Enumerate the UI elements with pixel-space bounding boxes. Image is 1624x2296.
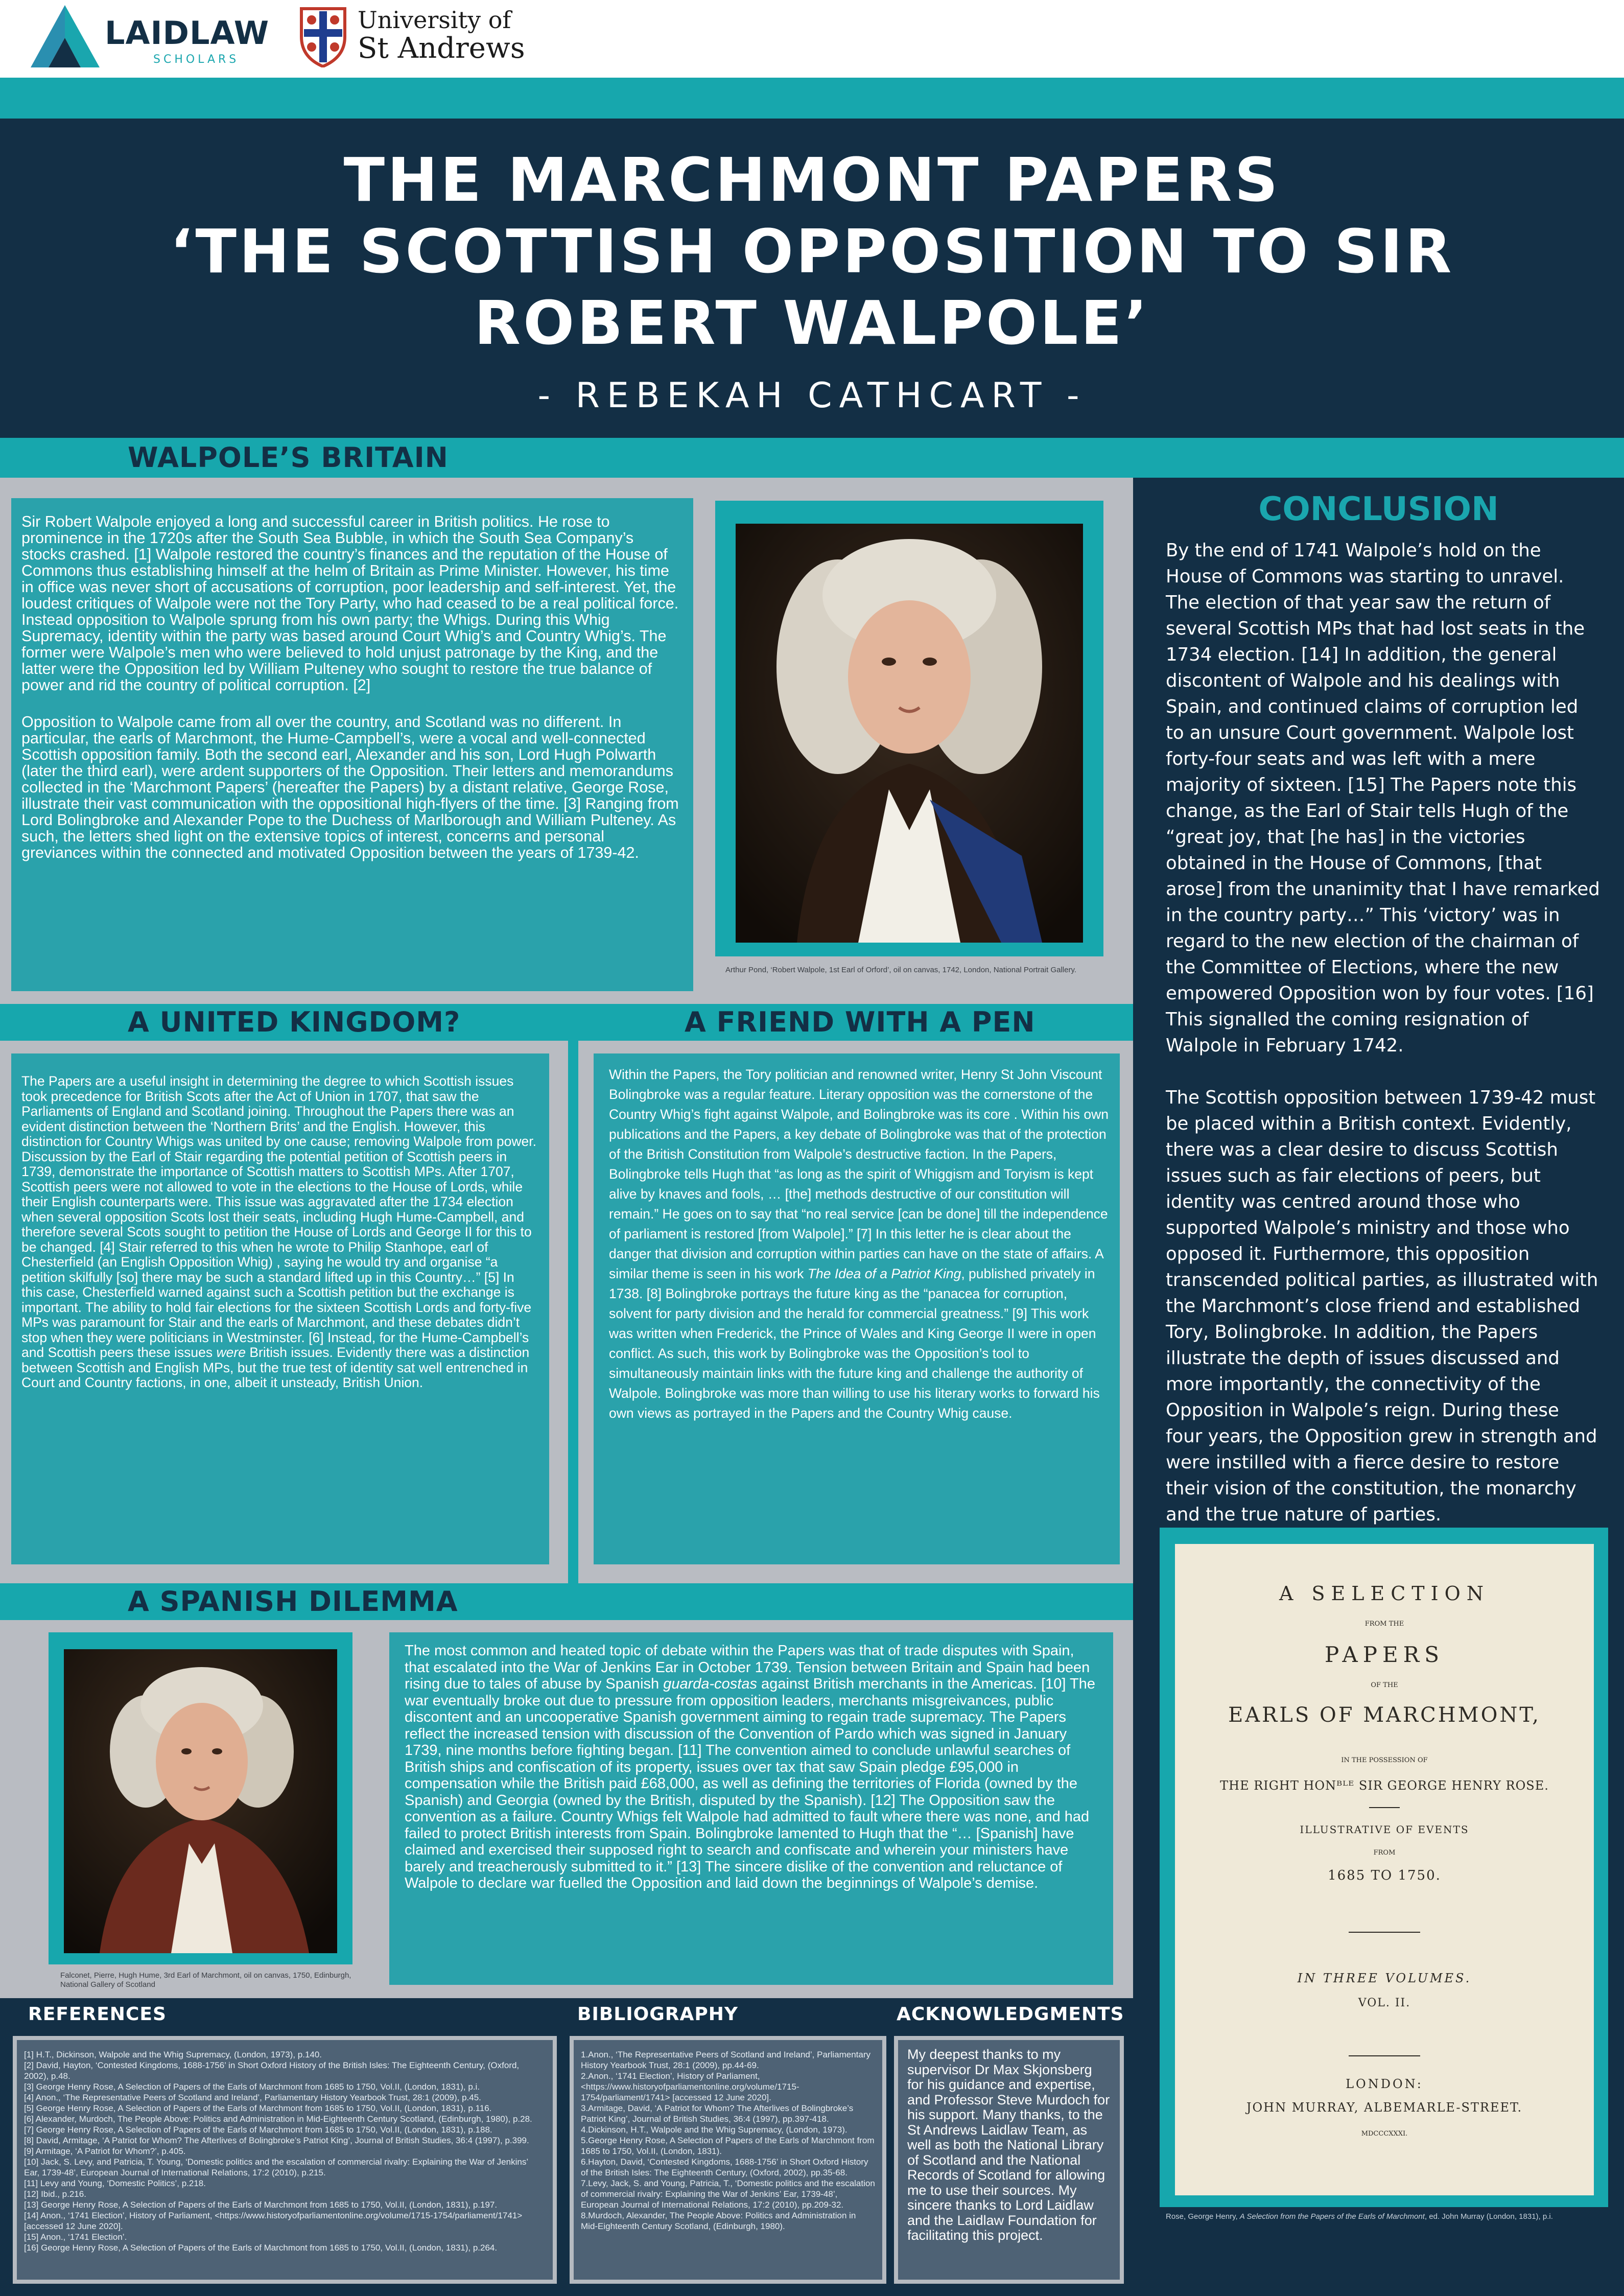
book-caption-title: A Selection from the Papers of the Earls of Marchmont <box>1239 2212 1425 2221</box>
title-line-1: THE MARCHMONT PAPERS <box>343 145 1281 215</box>
references-box <box>13 2036 557 2284</box>
laidlaw-logo-icon <box>31 5 100 67</box>
book-line-10: 1685 TO 1750. <box>1328 1868 1441 1883</box>
book-caption <box>1166 2212 1615 2221</box>
references-item: [3] George Henry Rose, A Selection of Papers of the Earls of Marchmont from 1685 to 1750, Vol.II, (London, 1831), p.i. <box>24 2082 480 2092</box>
references-item: [4] Anon., ‘The Representative Peers of Scotland and Ireland’, Parliamentary History Yearbook Trust, 28:1 (2009), p.45. <box>24 2093 481 2102</box>
book-line-11: IN THREE VOLUMES. <box>1297 1971 1472 1985</box>
book-line-9: FROM <box>1373 1849 1396 1857</box>
bibliography-item: 1.Anon., ‘The Representative Peers of Scotland and Ireland’, Parliamentary History Yearbook Trust, 28:1 (2009), pp.44-69. <box>581 2050 870 2070</box>
title-line-2: ‘THE SCOTTISH OPPOSITION TO SIR <box>170 216 1454 287</box>
book-rule-1 <box>1369 1807 1400 1808</box>
book-caption-part-b: , ed. John Murray (London, 1831), p.i. <box>1424 2212 1553 2221</box>
acknowledgments-body <box>898 2040 1120 2280</box>
references-items <box>24 2049 546 2253</box>
references-item: [15] Anon., ‘1741 Election’. <box>24 2232 127 2242</box>
walpoles-britain-heading: WALPOLE’S BRITAIN <box>128 441 449 474</box>
references-item: [16] George Henry Rose, A Selection of Papers of the Earls of Marchmont from 1685 to 1750, Vol.II, (London, 1831), p.264. <box>24 2243 498 2253</box>
references-item: [14] Anon., ‘1741 Election’, History of Parliament, <https://www.historyofparliamentonline.org/volume/1715-1754/parliament/1741> [accessed 12 June 2020]. <box>24 2211 523 2231</box>
book-rule-3 <box>1349 2055 1420 2056</box>
walpole-portrait-image <box>736 524 1083 943</box>
title-top-band <box>0 78 1624 119</box>
title-line-3: ROBERT WALPOLE’ <box>474 288 1150 358</box>
references-list <box>17 2040 553 2280</box>
acknowledgments-text: My deepest thanks to my supervisor Dr Max Skjonsberg for his guidance and expertise, and Professor Steve Murdoch for his support. Many thanks, to the St Andrews Laidlaw Team, as well as both the National Library of Scotland and the National Records of Scotland for allowing me to use their sources. My sincere thanks to Lord Laidlaw and the Laidlaw Foundation for facilitating this project. <box>907 2047 1110 2243</box>
st-andrews-crest-icon <box>299 6 347 67</box>
marchmont-portrait-image <box>64 1649 337 1953</box>
bibliography-list <box>574 2040 882 2280</box>
spanish-dilemma-text-a: The most common and heated topic of debate within the Papers was that of trade disputes with Spain, that escalated into the War of Jenkins Ear in October 1739. Tension between Britain and Spain had been rising due to tales of abuse by Spanish <box>405 1643 1090 1692</box>
book-line-1: A SELECTION <box>1279 1582 1490 1605</box>
references-item: [7] George Henry Rose, A Selection of Papers of the Earls of Marchmont from 1685 to 1750, Vol.II, (London, 1831), p.188. <box>24 2125 492 2135</box>
friend-with-pen-text <box>609 1065 1109 1423</box>
references-item: [12] Ibid., p.216. <box>24 2189 86 2199</box>
conclusion-text <box>1166 537 1601 1528</box>
united-kingdom-text <box>21 1074 538 1391</box>
book-line-14: JOHN MURRAY, ALBEMARLE-STREET. <box>1246 2100 1523 2115</box>
walpoles-britain-p2: Opposition to Walpole came from all over the country, and Scotland was no different. In particular, the earls of Marchmont, the Hume-Campbell’s, were a vocal and well-connected Scottish opposition family. Both the second earl, Alexander and his son, Lord Hugh Polwarth (later the third earl), were ardent supporters of the Opposition. Their letters and memorandums collected in the ‘Marchmont Papers’ (hereafter the Papers) by a distant relative, George Rose, illustrate their vast communication with the oppositional high-flyers of the time. [3] Ranging from Lord Bolingbroke and Alexander Pope to the Duchess of Marlborough and William Pulteney. As such, the letters shed light on the extensive topics of interest, concerns and personal greviances within the connected and motivated Opposition between the years of 1739-42. <box>21 713 679 861</box>
references-item: [5] George Henry Rose, A Selection of Papers of the Earls of Marchmont from 1685 to 1750, Vol.II, (London, 1831), p.116. <box>24 2103 492 2113</box>
book-line-8: ILLUSTRATIVE OF EVENTS <box>1300 1823 1469 1836</box>
book-line-7: THE RIGHT HONᴮᴸᴱ SIR GEORGE HENRY ROSE. <box>1220 1778 1549 1793</box>
walpoles-britain-text-card <box>11 498 693 991</box>
marchmont-portrait-caption <box>60 1971 367 1989</box>
acknowledgments-heading: ACKNOWLEDGMENTS <box>897 2004 1124 2025</box>
acknowledgments-box <box>894 2036 1124 2284</box>
bibliography-box <box>570 2036 886 2284</box>
references-item: [1] H.T., Dickinson, Walpole and the Whig Supremacy, (London, 1973), p.140. <box>24 2050 322 2059</box>
marchmont-caption-line-1: Falconet, Pierre, Hugh Hume, 3rd Earl of Marchmont, oil on canvas, 1750, Edinburgh, <box>60 1971 351 1980</box>
laidlaw-sub: SCHOLARS <box>153 53 240 66</box>
references-item: [9] Armitage, ‘A Patriot for Whom?’, p.405. <box>24 2146 186 2156</box>
friend-with-pen-text-em: The Idea of a Patriot King <box>807 1266 961 1281</box>
university-line2: St Andrews <box>358 32 525 65</box>
book-line-13: LONDON: <box>1346 2077 1423 2091</box>
united-kingdom-text-a: The Papers are a useful insight in determining the degree to which Scottish issues took precedence for British Scots after the Act of Union in 1707, that saw the Parliaments of England and Scotland joining. Throughout the Papers there was an evident distinction between the ‘Northern Brits’ and the English. However, this distinction for Country Whigs was united by one cause; removing Walpole from power. Discussion by the Earl of Stair regarding the potential petition of Scottish peers in 1739, demonstrate the importance of Scottish matters to Scottish MPs. After 1707, Scottish peers were not allowed to vote in the elections to the House of Lords, while their English counterparts were. This issue was aggravated after the 1734 election when several opposition Scots lost their seats, including Hugh Hume-Campbell, and therefore several Scots sought to petition the House of Lords and George II for this to be changed. [4] Stair referred to this when he wrote to Philip Stanhope, earl of Chesterfield (an English Opposition Whig) , saying he would try and organise “a petition skilfully [so] there may be such a standard lifted up in this Country…” [5] In this case, Chesterfield warned against such a Scottish petition but the exchange is important. The ability to hold fair elections for the sixteen Scottish Lords and forty-five MPs was paramount for Stair and the earls of Marchmont, and these debates didn’t stop when they were politicians in Westminster. [6] Instead, for the Hume-Campbell’s and Scottish peers these issues <box>21 1073 536 1360</box>
bibliography-item: 3.Armitage, David, ‘A Patriot for Whom? The Afterlives of Bolingbroke’s Patriot King’, Journal of British Studies, 36:4 (1997), pp.397-418. <box>581 2103 854 2124</box>
references-heading: REFERENCES <box>28 2004 167 2025</box>
friend-with-pen-text-a: Within the Papers, the Tory politician and renowned writer, Henry St John Viscount Bolingbroke was a regular feature. Literary opposition was the cornerstone of the Country Whig’s fight against Walpole, and Bolingbroke was its core . Within his own publications and the Papers, a key debate of Bolingbroke was that of the protection of the British Constitution from Walpole’s destructive faction. In the Papers, Bolingbroke tells Hugh that “as long as the spirit of Whiggism and Toryism is kept alive by knaves and fools, … [the] methods destructive of our constitution will remain.” He goes on to say that “no real service [can be done] till the independence of parliament is restored [from Walpole].” [7] In this letter he is clear about the danger that division and corruption within parties can have on the state of affairs. A similar theme is seen in his work <box>609 1067 1109 1281</box>
book-line-3: PAPERS <box>1324 1642 1445 1667</box>
bibliography-item: 8.Murdoch, Alexander, The People Above: Politics and Administration in Mid-Eighteenth Century Scotland, (Edinburgh, 1980). <box>581 2211 856 2231</box>
spanish-dilemma-text-b: against British merchants in the Americas. [10] The war eventually broke out due to pressure from opposition leaders, merchants misgreivances, public discontent and an uncooperative Spanish government aiming to regain trade supremacy. The Papers reflect the increased tension with discussion of the Convention of Pardo which was signed in January 1739, nine months before fighting began. [11] The convention aimed to conclude unlawful searches of British ships and confiscation of its property, issues over tax that saw Spain pledge £95,000 in compensation while the British paid £68,000, as well as defining the territories of Florida (owned by the Spanish) and Georgia (owned by the British, disputed by the Spanish). [12] The Opposition saw the convention as a failure. Country Whigs felt Walpole had admitted to fault where there was none, and had failed to protect British interests from Spain. Bolingbroke lamented to Hugh that the “… [Spanish] have claimed and exercised their supposed right to search and confiscate and wherein your ministers have barely and treacherously submitted to it.” [13] The sincere dislike of the convention and reluctance of Walpole to declare war fuelled the Opposition and laid down the beginnings of Walpole’s demise. <box>405 1676 1095 1891</box>
conclusion-heading: CONCLUSION <box>1258 490 1499 528</box>
university-line1: University of <box>358 6 511 34</box>
book-line-6: IN THE POSSESSION OF <box>1341 1756 1428 1764</box>
book-caption-part-a: Rose, George Henry, <box>1166 2212 1240 2221</box>
laidlaw-name: LAIDLAW <box>105 14 270 52</box>
friend-with-pen-card <box>594 1053 1120 1564</box>
bibliography-item: 5.George Henry Rose, A Selection of Papers of the Earls of Marchmont from 1685 to 1750, Vol.II, (London, 1831). <box>581 2136 875 2156</box>
book-line-15: MDCCCXXXI. <box>1361 2130 1408 2138</box>
spanish-dilemma-text <box>405 1643 1100 1892</box>
conclusion-p2: The Scottish opposition between 1739-42 must be placed within a British context. Evidently, there was a clear desire to discuss Scottish issues such as fair elections of peers, but identity was centred around those who supported Walpole’s ministry and those who opposed it. Furthermore, this opposition transcended political parties, as illustrated with the Marchmont’s close friend and established Tory, Bolingbroke. In addition, the Papers illustrate the depth of issues discussed and more importantly, the connectivity of the Opposition in Walpole’s reign. During these four years, the Opposition grew in strength and were instilled with a fierce desire to restore their vision of the constitution, the monarchy and the true nature of parties. <box>1166 1087 1598 1525</box>
bibliography-item: 6.Hayton, David, ‘Contested Kingdoms, 1688-1756’ in Short Oxford History of the British Isles: The Eighteenth Century, (Oxford, 2002), pp.35-68. <box>581 2157 868 2177</box>
references-item: [13] George Henry Rose, A Selection of Papers of the Earls of Marchmont from 1685 to 1750, Vol.II, (London, 1831), p.197. <box>24 2200 498 2210</box>
references-item: [10] Jack, S. Levy, and Patricia, T. Young, ‘Domestic politics and the escalation of commercial rivalry: Explaining the War of Jenkins’ Ear, 1739-48’, European Journal of International Relations, 17:2 (2010), p.215. <box>24 2157 528 2177</box>
spanish-dilemma-card <box>389 1632 1113 1985</box>
united-kingdom-card <box>11 1053 549 1564</box>
logo-strip <box>0 0 1624 78</box>
united-kingdom-heading: A UNITED KINGDOM? <box>128 1006 461 1038</box>
book-line-2: FROM THE <box>1364 1620 1404 1628</box>
walpoles-britain-p1: Sir Robert Walpole enjoyed a long and successful career in British politics. He rose to prominence in the 1720s after the South Sea Bubble, in which the South Sea Company’s stocks crashed. [1] Walpole restored the country’s finances and the reputation of the House of Commons thus establishing himself at the helm of Britain as Prime Minister. However, his time in office was never short of accusations of corruption, poor leadership and self-interest. Yet, the loudest critiques of Walpole were not the Tory Party, who had ceased to be a real political force. Instead opposition to Walpole sprung from his own party; the Whigs. During this Whig Supremacy, identity within the party was based around Court Whig’s and Country Whig’s. The former were Walpole’s men who were believed to hold unjust patronage by the King, and the latter were the Opposition led by William Pulteney who sought to restore the true balance of power and rid the country of political corruption. [2] <box>21 513 679 694</box>
bibliography-heading: BIBLIOGRAPHY <box>577 2004 738 2025</box>
book-line-5: EARLS OF MARCHMONT, <box>1228 1703 1541 1727</box>
friend-with-pen-text-b: , published privately in 1738. [8] Bolingbroke portrays the future king as the “panacea for corruption, solvent for party division and the herald for commercial greatness.” [9] This work was written when Frederick, the Prince of Wales and King George II were in open conflict. As such, this work by Bolingbroke was the Opposition’s tool to simultaneously maintain links with the future king and challenge the authority of Walpole. Bolingbroke was more than willing to use his literary works to forward his own views as portrayed in the Papers and the Country Whig cause. <box>609 1266 1100 1421</box>
walpole-portrait-caption: Arthur Pond, ‘Robert Walpole, 1st Earl of Orford’, oil on canvas, 1742, London, National Portrait Gallery. <box>725 966 1077 974</box>
united-kingdom-text-em: were <box>216 1345 246 1360</box>
references-item: [2] David, Hayton, ‘Contested Kingdoms, 1688-1756’ in Short Oxford History of the British Isles: The Eighteenth Century, (Oxford, 2002), p.48. <box>24 2060 520 2081</box>
marchmont-caption-line-2: National Gallery of Scotland <box>60 1980 155 1989</box>
united-kingdom-text-b: British issues. Evidently there was a distinction between Scottish and English MPs, but the true test of identity sat well entrenched in Court and Country factions, in one, albeit it unsteady, British Union. <box>21 1345 530 1390</box>
spanish-dilemma-text-em: guarda-costas <box>663 1676 757 1692</box>
bibliography-item: 2.Anon., ‘1741 Election’, History of Parliament, <https://www.historyofparliamentonline.org/volume/1715-1754/parliament/1741> [accessed 12 June 2020]. <box>581 2071 799 2102</box>
uk-friend-divider <box>568 1041 578 1583</box>
bibliography-item: 7.Levy, Jack, S. and Young, Patricia, T., ‘Domestic politics and the escalation of commercial rivalry: Explaining the War of Jenkins’ Ear, 1739-48’, European Journal of International Relations, 17:2 (2010), pp.209-32. <box>581 2178 875 2210</box>
book-rule-2 <box>1349 1932 1420 1933</box>
bibliography-items <box>581 2049 875 2232</box>
conclusion-p1: By the end of 1741 Walpole’s hold on the House of Commons was starting to unravel. The election of that year saw the return of several Scottish MPs that had lost seats in the 1734 election. [14] In addition, the general discontent of Walpole and his dealings with Spain, and continued claims of corruption led to an unsure Court government. Walpole lost forty-four seats and was left with a mere majority of sixteen. [15] The Papers note this change, as the Earl of Stair tells Hugh of the “great joy, that [he has] in the victories obtained in the House of Commons, [that arose] from the unanimity that I have remarked in the country party…” This ‘victory’ was in regard to the new election of the chairman of the Committee of Elections, where the new empowered Opposition won by four votes. [16] This signalled the coming resignation of Walpole in February 1742. <box>1166 540 1600 1056</box>
references-item: [8] David, Armitage, ‘A Patriot for Whom? The Afterlives of Bolingbroke’s Patriot King’, Journal of British Studies, 36:4 (1997), p.399. <box>24 2136 529 2145</box>
author-name: - REBEKAH CATHCART - <box>537 376 1087 416</box>
references-item: [6] Alexander, Murdoch, The People Above: Politics and Administration in Mid-Eighteenth Century Scotland, (Edinburgh, 1980), p.28. <box>24 2114 532 2124</box>
book-line-12: VOL. II. <box>1358 1997 1411 2009</box>
book-line-4: OF THE <box>1371 1681 1398 1689</box>
poster-title <box>0 144 1624 359</box>
bibliography-item: 4.Dickinson, H.T., Walpole and the Whig Supremacy, (London, 1973). <box>581 2125 848 2135</box>
spanish-dilemma-heading: A SPANISH DILEMMA <box>128 1585 458 1618</box>
book-title-page <box>1175 1544 1594 2195</box>
references-item: [11] Levy and Young, ‘Domestic Politics’, p.218. <box>24 2178 206 2188</box>
friend-with-pen-heading: A FRIEND WITH A PEN <box>685 1006 1035 1038</box>
